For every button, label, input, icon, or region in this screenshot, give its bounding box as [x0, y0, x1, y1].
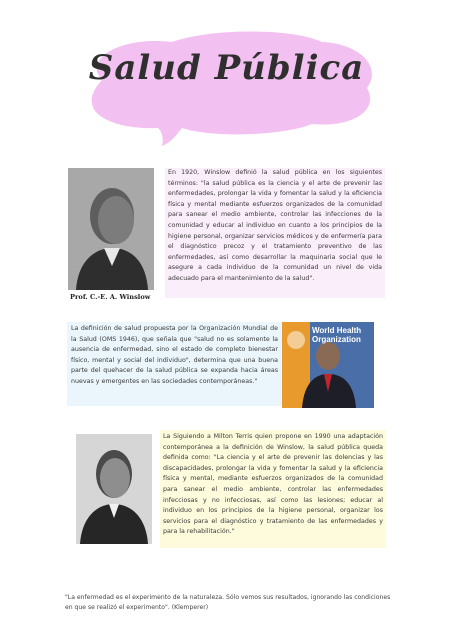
- terris-definition-text: La Siguiendo a Milton Terris quien propone en 1990 una adaptación contemporánea a la definición de Winslow, la salud pública queda definida como: "La ciencia y el arte de prevenir las dolencias y las discapacidades, prolongar la vida y fomentar la salud y la eficiencia física y mental, mediante esfuerzos organizados de la comunidad para sanear el medio ambiente, controlar las enfermedades infecciosas y no infecciosas, así como las lesiones; educar al individuo en los principios de la higiene personal, organizar los servicios para el diagnóstico y tratamiento de las enfermedades y para la rehabilitación.": [160, 430, 386, 548]
- who-logo-text: World Health Organization: [312, 326, 362, 344]
- who-director-photo: [282, 322, 374, 408]
- winslow-portrait: [68, 168, 154, 290]
- winslow-caption: Prof. C.-E. A. Winslow: [70, 293, 151, 301]
- terris-portrait: [76, 434, 152, 544]
- winslow-definition-text: En 1920, Winslow definió la salud pública en los siguientes términos: "la salud pública es la ciencia y el arte de prevenir las enfermedades, prolongar la vida y fomentar la salud y la eficiencia física y mental mediante esfuerzos organizados de la comunidad para sanear el medio ambiente, controlar las infecciones de la comunidad y educar al individuo en cuanto a los principios de la higiene personal, organizar servicios médicos y de enfermería para el diagnóstico precoz y el tratamiento preventivo de las enfermedades, así como desarrollar la maquinaria social que le asegure a cada individuo de la comunidad un nivel de vida adecuado para el mantenimiento de la salud".: [165, 168, 385, 298]
- oms-definition-text: La definición de salud propuesta por la Organización Mundial de la Salud (OMS 1946), que señala que "salud no es solamente la ausencia de enfermedad, sino el estado de completo bienestar físico, mental y social del individuo", determina que una buena parte del quehacer de la salud pública se expanda hacia áreas nuevas y emergentes en las sociedades contemporáneas.": [67, 322, 282, 406]
- page-title: Salud Pública: [88, 48, 365, 88]
- footer-quote: "La enfermedad es el experimento de la naturaleza. Sólo vemos sus resultados, ignorando las condiciones en que se realizó el experimento". (Klemperer): [65, 594, 391, 611]
